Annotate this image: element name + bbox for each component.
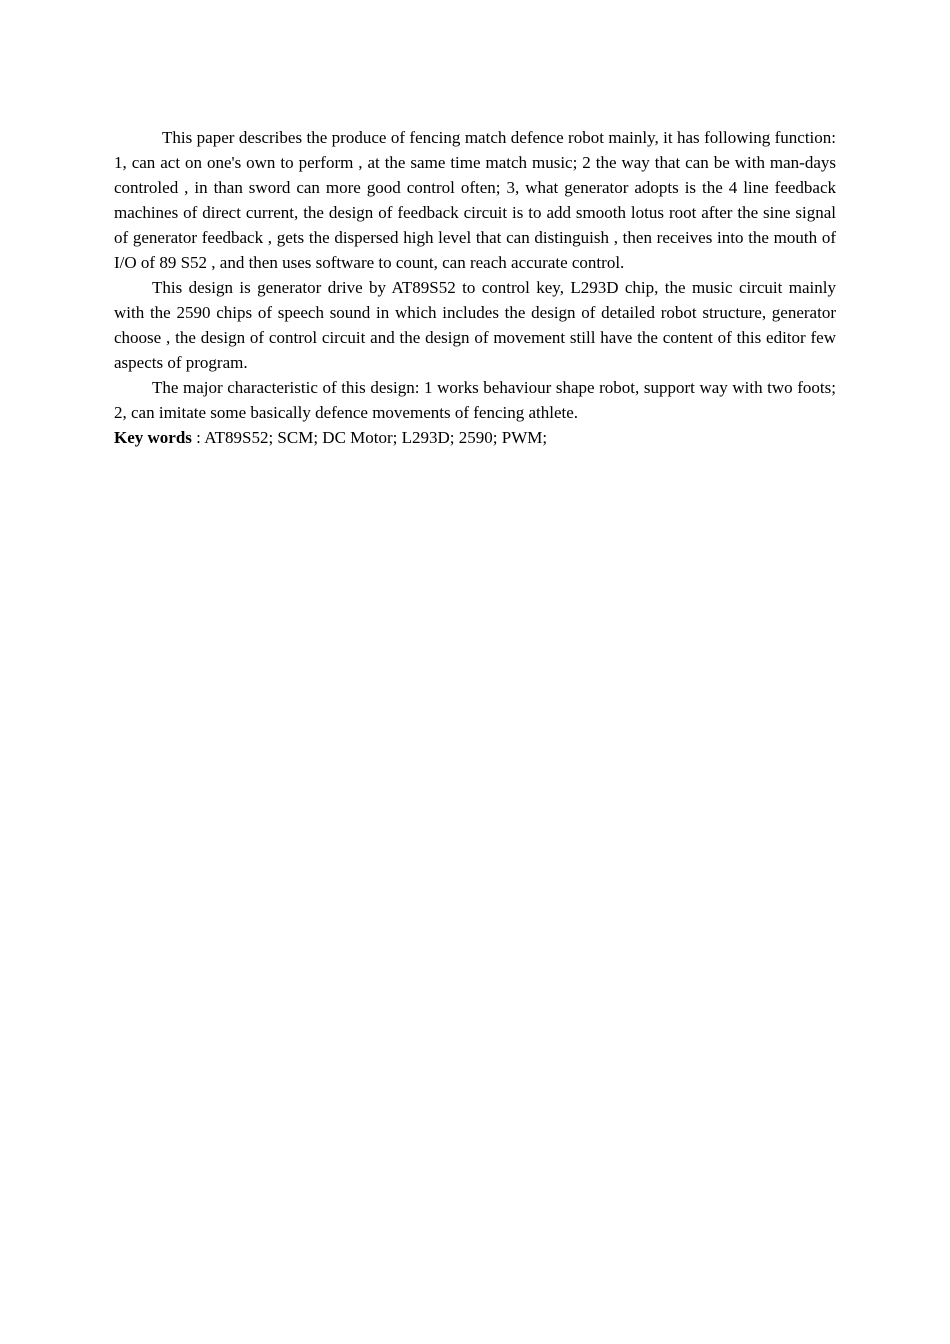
keywords-list: : AT89S52; SCM; DC Motor; L293D; 2590; PWM; xyxy=(191,428,548,447)
abstract-paragraph-2: This design is generator drive by AT89S52 to control key, L293D chip, the music circuit mainly with the 2590 chips of speech sound in which includes the design of detailed robot structure, generator choose , the design of control circuit and the design of movement still have the content of this editor few aspects of program. xyxy=(114,278,836,372)
keywords-label: Key words xyxy=(114,428,192,447)
abstract-section xyxy=(114,125,836,450)
keywords-line xyxy=(114,425,836,450)
abstract-paragraph-3: The major characteristic of this design: 1 works behaviour shape robot, support way with two foots; 2, can imitate some basically defence movements of fencing athlete. xyxy=(114,378,836,422)
abstract-paragraph-1: This paper describes the produce of fencing match defence robot mainly, it has following function: 1, can act on one's own to perform , at the same time match music; 2 the way that can be with man-days controled , in than sword can more good control often; 3, what generator adopts is the 4 line feedback machines of direct current, the design of feedback circuit is to add smooth lotus root after the sine signal of generator feedback , gets the dispersed high level that can distinguish , then receives into the mouth of I/O of 89 S52 , and then uses software to count, can reach accurate control. xyxy=(114,128,836,272)
